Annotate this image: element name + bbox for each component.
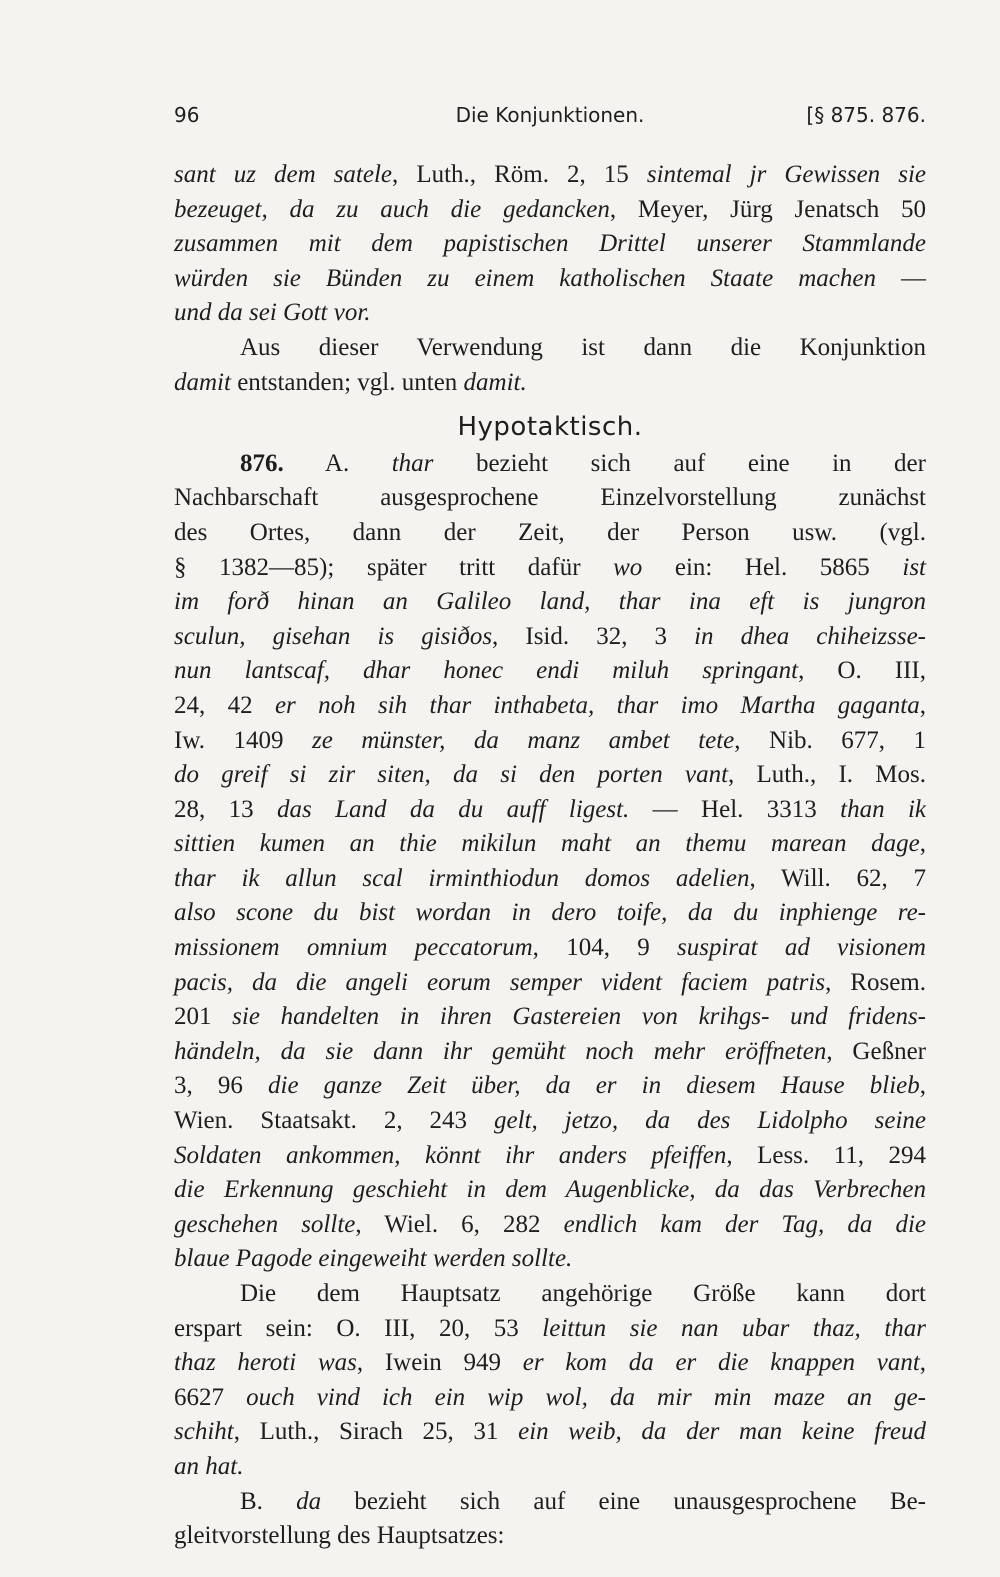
text-line: sittien kumen an thie mikilun maht an themu marean dage,	[174, 830, 926, 858]
text-line: 24, 42 er noh sih thar inthabeta, thar imo Martha gaganta,	[174, 691, 926, 719]
text-line: sculun, gisehan is gisiðos, Isid. 32, 3 in dhea chiheizsse-	[174, 622, 926, 650]
text-line: thaz heroti was, Iwein 949 er kom da er die knappen vant,	[174, 1349, 927, 1377]
text-line: do greif si zir siten, da si den porten vant, Luth., I. Mos.	[174, 761, 927, 789]
text-line: thar ik allun scal irminthiodun domos adelien, Will. 62, 7	[174, 864, 926, 892]
text-line: und da sei Gott vor.	[174, 299, 371, 327]
text-line: händeln, da sie dann ihr gemüht noch mehr eröffneten, Geßner	[174, 1037, 926, 1065]
text-line: Iw. 1409 ze münster, da manz ambet tete, Nib. 677, 1	[174, 726, 927, 754]
text-line: gleitvorstellung des Hauptsatzes:	[174, 1522, 505, 1550]
section-heading: Hypotaktisch.	[457, 412, 643, 443]
page-body	[174, 158, 926, 1554]
text-line: erspart sein: O. III, 20, 53 leittun sie nan ubar thaz, thar	[174, 1314, 927, 1342]
text-line: schiht, Luth., Sirach 25, 31 ein weib, da der man keine freud	[174, 1418, 926, 1446]
text-line: Die dem Hauptsatz angehörige Größe kann dort	[240, 1280, 926, 1307]
text-line: Soldaten ankommen, könnt ihr anders pfeiffen, Less. 11, 294	[174, 1141, 926, 1169]
text-line: sant uz dem satele, Luth., Röm. 2, 15 sintemal jr Gewissen sie	[174, 161, 926, 188]
text-line: B. da bezieht sich auf eine unausgesprochene Be-	[240, 1487, 926, 1515]
text-line: blaue Pagode eingeweiht werden sollte.	[174, 1245, 573, 1273]
section-range: [§ 875. 876.	[806, 103, 926, 127]
text-line: 3, 96 die ganze Zeit über, da er in diesem Hause blieb,	[174, 1072, 926, 1100]
text-line: § 1382—85); später tritt dafür wo ein: Hel. 5865 ist	[174, 553, 926, 581]
text-line: bezeuget, da zu auch die gedancken, Meyer, Jürg Jenatsch 50	[174, 195, 927, 223]
text-line: würden sie Bünden zu einem katholischen Staate machen —	[174, 264, 927, 292]
text-line: die Erkennung geschieht in dem Augenblicke, da das Verbrechen	[174, 1176, 926, 1204]
page-number: 96	[174, 103, 200, 127]
text-line: Aus dieser Verwendung ist dann die Konjunktion	[240, 333, 926, 361]
text-line: nun lantscaf, dhar honec endi miluh springant, O. III,	[174, 657, 927, 685]
text-line: im forð hinan an Galileo land, thar ina eft is jungron	[174, 588, 926, 616]
text-line: an hat.	[174, 1452, 244, 1480]
text-line: zusammen mit dem papistischen Drittel unserer Stammlande	[174, 230, 926, 258]
text-line: des Ortes, dann der Zeit, der Person usw. (vgl.	[174, 518, 926, 546]
text-line: 201 sie handelten in ihren Gastereien von krihgs- und fridens-	[174, 1003, 926, 1031]
text-line: Wien. Staatsakt. 2, 243 gelt, jetzo, da des Lidolpho seine	[174, 1107, 926, 1135]
text-line: geschehen sollte, Wiel. 6, 282 endlich kam der Tag, da die	[174, 1210, 926, 1238]
text-line: damit entstanden; vgl. unten damit.	[174, 368, 527, 396]
text-line: pacis, da die angeli eorum semper vident faciem patris, Rosem.	[174, 968, 926, 996]
text-line: also scone du bist wordan in dero toife, da du inphienge re-	[174, 899, 926, 927]
text-line: 6627 ouch vind ich ein wip wol, da mir min maze an ge-	[174, 1383, 926, 1411]
running-head	[174, 103, 926, 133]
chapter-title: Die Konjunktionen.	[455, 103, 645, 127]
text-line: Nachbarschaft ausgesprochene Einzelvorstellung zunächst	[174, 484, 926, 512]
text-line: missionem omnium peccatorum, 104, 9 suspirat ad visionem	[174, 934, 926, 962]
text-line: 28, 13 das Land da du auff ligest. — Hel. 3313 than ik	[174, 795, 926, 823]
text-line: 876. A. thar bezieht sich auf eine in der	[240, 449, 926, 477]
